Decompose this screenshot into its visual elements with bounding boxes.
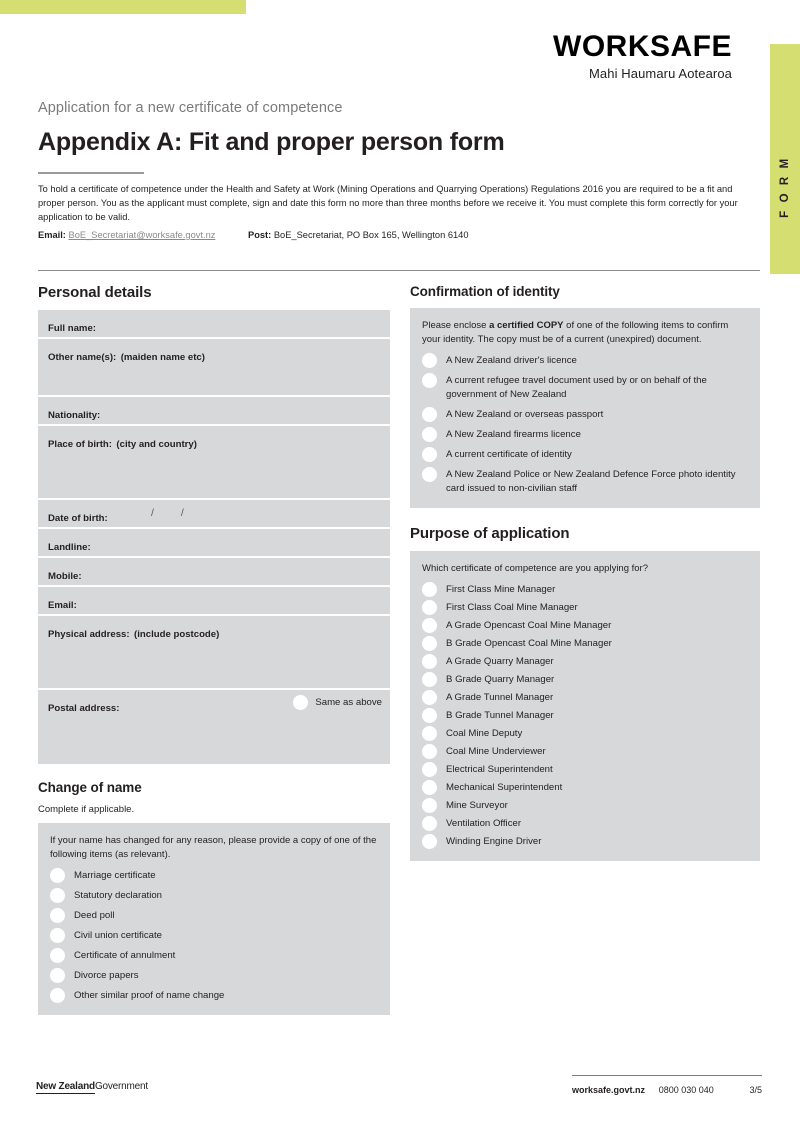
radio-icon[interactable] — [422, 427, 437, 442]
identity-option-refugee-travel-document[interactable] — [422, 373, 748, 402]
field-label: Place of birth: — [48, 439, 112, 450]
change-of-name-panel — [38, 823, 390, 1015]
field-label: Email: — [48, 600, 77, 611]
field-label: Mobile: — [48, 571, 82, 582]
field-physical-address[interactable] — [38, 616, 390, 690]
purpose-option-mine-surveyor[interactable] — [422, 798, 748, 813]
worksafe-logo — [553, 32, 732, 81]
radio-icon[interactable] — [422, 834, 437, 849]
radio-icon[interactable] — [422, 672, 437, 687]
field-label: Postal address: — [48, 703, 120, 714]
identity-option-certificate-of-identity[interactable] — [422, 447, 748, 462]
field-hint: (city and country) — [116, 439, 197, 450]
purpose-option-a-grade-quarry-manager[interactable] — [422, 654, 748, 669]
radio-icon[interactable] — [422, 600, 437, 615]
dob-slash-1: / — [151, 507, 155, 519]
radio-icon[interactable] — [422, 636, 437, 651]
left-column — [38, 284, 390, 1015]
email-label: Email: — [38, 230, 66, 240]
option-label: A Grade Opencast Coal Mine Manager — [446, 620, 612, 631]
worksafe-tagline: Mahi Haumaru Aotearoa — [588, 66, 732, 81]
option-label: Statutory declaration — [74, 890, 162, 901]
radio-icon[interactable] — [422, 708, 437, 723]
purpose-option-mechanical-superintendent[interactable] — [422, 780, 748, 795]
option-label: A New Zealand or overseas passport — [446, 409, 604, 420]
option-label: A New Zealand driver's licence — [446, 355, 577, 366]
contact-line — [38, 230, 469, 240]
change-of-name-option-other-proof[interactable] — [50, 988, 378, 1003]
title-divider — [38, 172, 144, 174]
purpose-option-winding-engine-driver[interactable] — [422, 834, 748, 849]
option-label: Deed poll — [74, 910, 115, 921]
identity-option-firearms-licence[interactable] — [422, 427, 748, 442]
field-nationality[interactable] — [38, 397, 390, 426]
field-label: Date of birth: — [48, 513, 108, 524]
option-label: Ventilation Officer — [446, 818, 522, 829]
radio-icon[interactable] — [422, 726, 437, 741]
option-label: Coal Mine Underviewer — [446, 746, 546, 757]
top-accent-bar — [0, 0, 246, 14]
identity-option-nz-drivers-licence[interactable] — [422, 353, 748, 368]
change-of-name-heading: Change of name — [38, 780, 142, 795]
option-label: Divorce papers — [74, 970, 139, 981]
radio-icon[interactable] — [293, 695, 308, 710]
option-label: Mechanical Superintendent — [446, 782, 563, 793]
change-of-name-option-statutory-declaration[interactable] — [50, 888, 378, 903]
radio-icon[interactable] — [50, 868, 65, 883]
option-label: A Grade Quarry Manager — [446, 656, 554, 667]
change-of-name-option-marriage-certificate[interactable] — [50, 868, 378, 883]
option-label: A current certificate of identity — [446, 449, 572, 460]
footer-divider — [572, 1075, 762, 1076]
purpose-option-first-class-mine-manager[interactable] — [422, 582, 748, 597]
change-of-name-subnote: Complete if applicable. — [38, 804, 135, 815]
post-address: BoE_Secretariat, PO Box 165, Wellington 6140 — [273, 230, 469, 240]
radio-icon[interactable] — [50, 928, 65, 943]
purpose-option-ventilation-officer[interactable] — [422, 816, 748, 831]
change-of-name-option-divorce-papers[interactable] — [50, 968, 378, 983]
radio-icon[interactable] — [422, 618, 437, 633]
field-postal-address[interactable] — [38, 690, 390, 764]
field-hint: (include postcode) — [134, 629, 220, 640]
purpose-option-first-class-coal-mine-manager[interactable] — [422, 600, 748, 615]
option-label: Civil union certificate — [74, 930, 162, 941]
email-link[interactable]: BoE_Secretariat@worksafe.govt.nz — [68, 230, 216, 240]
right-column — [410, 284, 760, 861]
radio-icon[interactable] — [422, 654, 437, 669]
footer-page-number: 3/5 — [749, 1085, 762, 1095]
confirmation-of-identity-intro — [422, 319, 748, 347]
option-label: Electrical Superintendent — [446, 764, 553, 775]
radio-icon[interactable] — [50, 968, 65, 983]
option-label: A current refugee travel document used by or on behalf of the government of New Zealand — [446, 375, 707, 400]
document-eyebrow: Application for a new certificate of competence — [38, 100, 343, 116]
identity-option-passport[interactable] — [422, 407, 748, 422]
field-label: Full name: — [48, 323, 96, 334]
field-place-of-birth[interactable] — [38, 426, 390, 500]
option-label: B Grade Quarry Manager — [446, 674, 555, 685]
worksafe-wordmark: WORKSAFE — [553, 30, 732, 63]
date-of-birth-separators — [140, 507, 196, 519]
identity-option-police-defence-photo-id[interactable] — [422, 467, 748, 496]
purpose-option-b-grade-quarry-manager[interactable] — [422, 672, 748, 687]
confirmation-of-identity-heading: Confirmation of identity — [410, 284, 560, 299]
footer-meta — [572, 1085, 762, 1095]
radio-icon[interactable] — [422, 690, 437, 705]
radio-icon[interactable] — [422, 373, 437, 388]
intro-before: Please enclose — [422, 320, 490, 331]
intro-after: of one of the following items to confirm your identity. The copy must be of a current (unexpired) document. — [422, 320, 729, 345]
radio-icon[interactable] — [422, 780, 437, 795]
radio-icon[interactable] — [422, 744, 437, 759]
purpose-of-application-heading: Purpose of application — [410, 525, 570, 542]
field-label: Nationality: — [48, 410, 101, 421]
purpose-option-coal-mine-deputy[interactable] — [422, 726, 748, 741]
change-of-name-intro: If your name has changed for any reason, please provide a copy of one of the following items (as relevant). — [50, 835, 377, 860]
side-tab-label: F O R M — [779, 156, 791, 218]
post-label: Post: — [248, 230, 272, 240]
field-email[interactable] — [38, 587, 390, 616]
footer-phone: 0800 030 040 — [658, 1085, 714, 1095]
purpose-of-application-intro: Which certificate of competence are you applying for? — [422, 563, 649, 574]
page-title: Appendix A: Fit and proper person form — [38, 128, 505, 156]
option-label: A New Zealand Police or New Zealand Defence Force photo identity card issued to non-civilian staff — [446, 469, 736, 494]
field-hint: (maiden name etc) — [120, 352, 205, 363]
radio-icon[interactable] — [422, 353, 437, 368]
personal-details-heading: Personal details — [38, 284, 152, 301]
purpose-option-b-grade-opencast-coal-mine-manager[interactable] — [422, 636, 748, 651]
field-label: Landline: — [48, 542, 91, 553]
radio-icon[interactable] — [422, 582, 437, 597]
nz-government-bold: New Zealand — [36, 1081, 95, 1092]
purpose-option-a-grade-tunnel-manager[interactable] — [422, 690, 748, 705]
change-of-name-option-civil-union-certificate[interactable] — [50, 928, 378, 943]
field-full-name[interactable] — [38, 310, 390, 339]
purpose-option-coal-mine-underviewer[interactable] — [422, 744, 748, 759]
radio-icon[interactable] — [422, 407, 437, 422]
option-label: First Class Coal Mine Manager — [446, 602, 578, 613]
radio-icon[interactable] — [50, 948, 65, 963]
option-label: Mine Surveyor — [446, 800, 508, 811]
change-of-name-option-deed-poll[interactable] — [50, 908, 378, 923]
option-label: Winding Engine Driver — [446, 836, 542, 847]
option-label: First Class Mine Manager — [446, 584, 556, 595]
option-label: B Grade Tunnel Manager — [446, 710, 554, 721]
purpose-option-electrical-superintendent[interactable] — [422, 762, 748, 777]
same-as-above-option[interactable] — [293, 695, 382, 710]
option-label: Certificate of annulment — [74, 950, 176, 961]
section-divider — [38, 270, 760, 271]
field-mobile[interactable] — [38, 558, 390, 587]
option-label: Marriage certificate — [74, 870, 156, 881]
radio-icon[interactable] — [422, 816, 437, 831]
intro-paragraph: To hold a certificate of competence under the Health and Safety at Work (Mining Operations and Quarrying Operations) Regulations 2016 you are required to be a fit and proper person. You as the applicant must complete, sign and date this form no more than three months before we receive it. You must complete this form correctly for your application to be valid. — [38, 184, 738, 223]
dob-slash-2: / — [180, 507, 185, 519]
nz-government-rest: Government — [94, 1081, 148, 1092]
radio-icon[interactable] — [50, 888, 65, 903]
field-label: Physical address: — [48, 629, 130, 640]
radio-icon[interactable] — [50, 988, 65, 1003]
option-label: B Grade Opencast Coal Mine Manager — [446, 638, 612, 649]
field-other-names[interactable] — [38, 339, 390, 397]
option-label: Other similar proof of name change — [74, 990, 225, 1001]
purpose-option-b-grade-tunnel-manager[interactable] — [422, 708, 748, 723]
field-date-of-birth[interactable] — [38, 500, 390, 529]
field-landline[interactable] — [38, 529, 390, 558]
change-of-name-option-certificate-of-annulment[interactable] — [50, 948, 378, 963]
purpose-option-a-grade-opencast-coal-mine-manager[interactable] — [422, 618, 748, 633]
radio-icon[interactable] — [422, 467, 437, 482]
radio-icon[interactable] — [422, 762, 437, 777]
radio-icon[interactable] — [50, 908, 65, 923]
option-label: Coal Mine Deputy — [446, 728, 523, 739]
side-form-tab — [770, 44, 800, 274]
option-label: A Grade Tunnel Manager — [446, 692, 554, 703]
radio-icon[interactable] — [422, 447, 437, 462]
option-label: A New Zealand firearms licence — [446, 429, 581, 440]
nz-government-logo — [36, 1081, 148, 1092]
same-as-above-label: Same as above — [315, 697, 382, 708]
field-label: Other name(s): — [48, 352, 117, 363]
confirmation-of-identity-panel — [410, 308, 760, 508]
personal-details-panel — [38, 310, 390, 764]
purpose-of-application-panel — [410, 551, 760, 861]
footer-website[interactable]: worksafe.govt.nz — [572, 1085, 646, 1095]
radio-icon[interactable] — [422, 798, 437, 813]
intro-emphasis: a certified COPY — [489, 320, 564, 331]
